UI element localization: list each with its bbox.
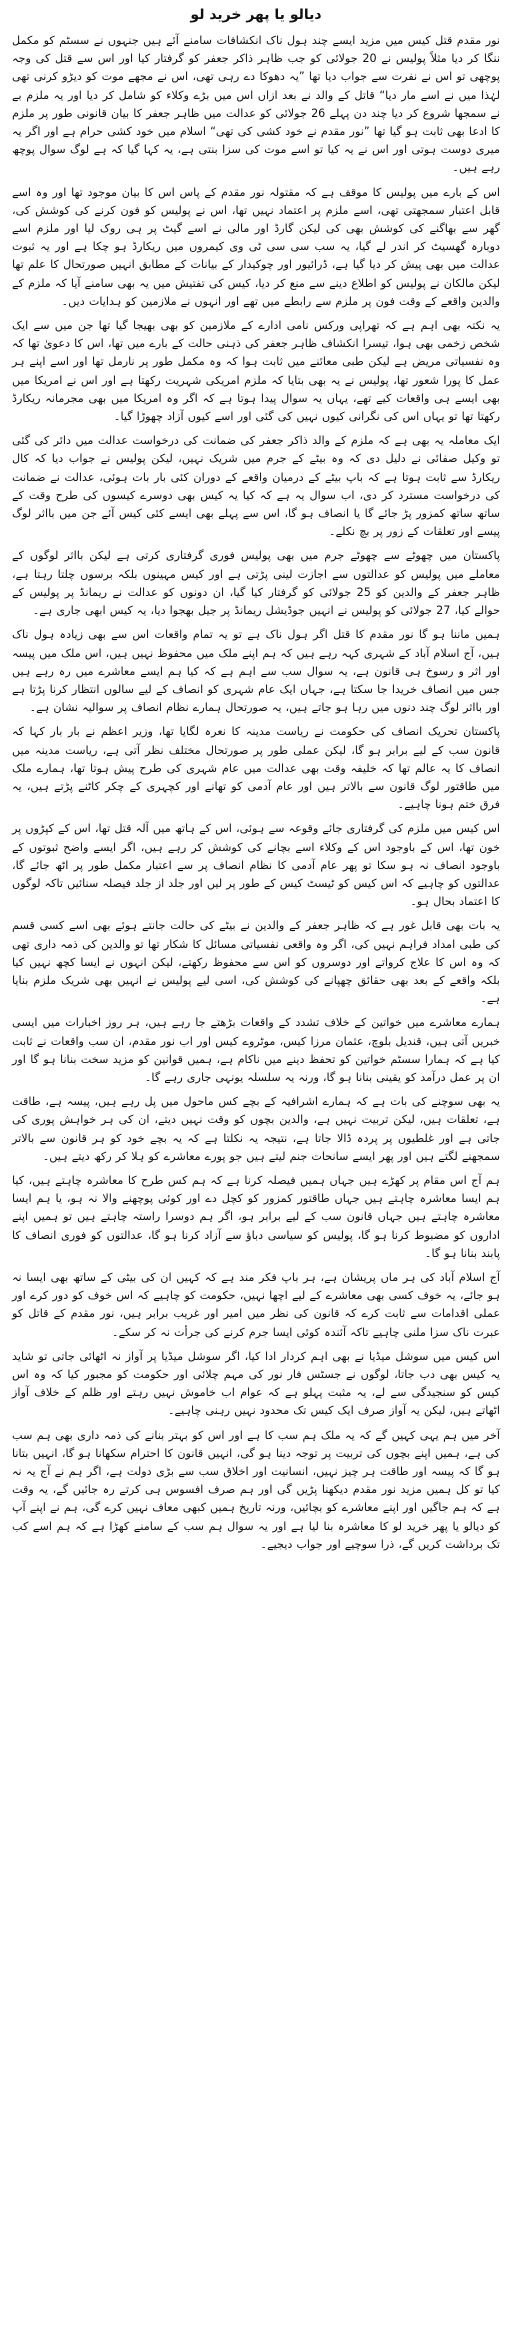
article-paragraph: پاکستان میں چھوٹے سے چھوٹے جرم میں بھی پولیس فوری گرفتاری کرتی ہے لیکن بااثر لوگوں کے معاملے میں پولیس کو عدالتوں سے اجازت لینی پڑتی ہے اور کیس مہینوں بلکہ برسوں چلتا رہتا ہے، ظاہر جعفر کے والدین کو 25 جولائی کو گرفتار کیا گیا، ان دونوں کو عدالت نے ریمانڈ پر پولیس کے حوالے کیا، 27 جولائی کو پولیس نے انہیں جوڈیشل ریمانڈ پر جیل بھجوا دیا، یہ کیس ابھی جاری ہے۔ — [12, 549, 500, 618]
article-body — [12, 32, 500, 1554]
article-paragraph: نور مقدم قتل کیس میں مزید ایسے چند ہول ناک انکشافات سامنے آئے ہیں جنہوں نے سسٹم کو مکمل ننگا کر دیا مثلاً پولیس نے 20 جولائی کو جب ظاہر ذاکر جعفر کو گرفتار کیا اور اس سے قتل کی وجہ پوچھی تو اس نے نفرت سے جواب دیا تھا ”یہ دھوکا دے رہی تھی، اس نے مجھے موت کو دیڑو کرنی تھی لہٰذا میں نے اسے مار دیا“ قاتل کے والد نے بعد ازاں اس میں بڑے وکلاء کو شامل کر دیا اور یہ ملزم بے نے سمجھا شروع کر دیا چند دن پہلے 26 جولائی کو عدالت میں ظاہر جعفر کا بیان قانونی طور پر ملزم کا ادعا بھی ثابت ہو گیا تھا ”نور مقدم نے خود کشی کی تھی“ اسلام میں خود کشی حرام ہے اور اگر یہ میری دوست ہوتی اور اس نے یہ کیا تو اسے موت کی سزا بنتی ہے، یہ کہا گیا کہ ہے لوگ سوال پوچھ رہے ہیں۔ — [12, 34, 500, 175]
article-paragraph: ہمارے معاشرے میں خواتین کے خلاف تشدد کے واقعات بڑھتے جا رہے ہیں، ہر روز اخبارات میں ایسی خبریں آتی ہیں، قندیل بلوچ، عثمان مرزا کیس، موٹروے کیس اور اب نور مقدم، ان سب واقعات نے ثابت کیا ہے کہ ہمارا سسٹم خواتین کو تحفظ دینے میں ناکام ہے، ہمیں قوانین کو مزید سخت بنانا ہو گا اور ان پر عمل درآمد کو یقینی بنانا ہو گا، ورنہ یہ سلسلہ یونہی جاری رہے گا۔ — [12, 1016, 500, 1084]
article-paragraph: یہ بات بھی قابل غور ہے کہ ظاہر جعفر کے والدین نے بیٹے کی حالت جانتے ہوئے بھی اسے کسی قسم کی طبی امداد فراہم نہیں کی، اگر وہ واقعی نفسیاتی مسائل کا شکار تھا تو والدین کی ذمہ داری تھی کہ وہ اس کا علاج کرواتے اور دوسروں کو اس سے محفوظ رکھتے، لیکن انہوں نے ایسا کچھ نہیں کیا بلکہ واقعے کے بعد بھی حقائق چھپانے کی کوشش کی، اسی لیے پولیس نے انہیں بھی شریک ملزم بنایا ہے۔ — [12, 919, 500, 1006]
article-paragraph: یہ نکتہ بھی اہم ہے کہ تھراپی ورکس نامی ادارے کے ملازمین کو بھی بھیجا گیا تھا جن میں سے ایک شخص زخمی بھی ہوا، تیسرا انکشاف ظاہر جعفر کی ذہنی حالت کے بارے میں تھا، اس کا دعویٰ تھا کہ وہ نفسیاتی مریض ہے لیکن طبی معائنے میں ثابت ہوا کہ وہ مکمل طور پر نارمل تھا اور اسے اپنے ہر عمل کا پورا شعور تھا، پولیس نے یہ بھی بتایا کہ ملزم امریکی شہریت رکھتا ہے اور اس نے امریکا میں بھی ایسے ہی واقعات کیے تھے، یہاں یہ سوال پیدا ہوتا ہے کہ اگر وہ امریکا میں بھی مجرمانہ ریکارڈ رکھتا تھا تو یہاں اس کی نگرانی کیوں نہیں کی گئی اور اسے کیوں آزاد چھوڑا گیا۔ — [12, 319, 500, 424]
article-paragraph: ہمیں ماننا ہو گا نور مقدم کا قتل اگر ہول ناک ہے تو یہ تمام واقعات اس سے بھی زیادہ ہول ناک ہیں، آج اسلام آباد کے شہری کہہ رہے ہیں کہ ہم اپنے ملک میں محفوظ نہیں ہیں، اس ملک میں پیسہ اور اثر و رسوخ ہی قانون ہے، یہ سوال سب سے اہم ہے کہ کیا ہم ایسے معاشرے میں رہ رہے ہیں جس میں انصاف خریدا جا سکتا ہے، جہاں ایک عام شہری کو انصاف کے لیے سالوں انتظار کرنا پڑتا ہے اور بااثر لوگ چند دنوں میں رہا ہو جاتے ہیں، یہ صورتحال ہمارے نظام انصاف پر سوالیہ نشان ہے۔ — [12, 628, 500, 715]
article-paragraph: آج اسلام آباد کی ہر ماں پریشان ہے، ہر باپ فکر مند ہے کہ کہیں ان کی بیٹی کے ساتھ بھی ایسا نہ ہو جائے، یہ خوف کسی بھی معاشرے کے لیے اچھا نہیں، حکومت کو چاہیے کہ اس خوف کو دور کرے اور عملی اقدامات سے ثابت کرے کہ قانون کی نظر میں امیر اور غریب برابر ہیں، نور مقدم کے قاتل کو عبرت ناک سزا ملنی چاہیے تاکہ آئندہ کوئی ایسا جرم کرنے کی جرأت نہ کر سکے۔ — [12, 1271, 500, 1339]
article-paragraph: آخر میں ہم یہی کہیں گے کہ یہ ملک ہم سب کا ہے اور اس کو بہتر بنانے کی ذمہ داری بھی ہم سب کی ہے، ہمیں اپنے بچوں کی تربیت پر توجہ دینا ہو گی، انہیں قانون کا احترام سکھانا ہو گا، انہیں بتانا ہو گا کہ پیسہ اور طاقت ہر چیز نہیں، انسانیت اور اخلاق سب سے بڑی دولت ہے، اگر ہم نے آج یہ نہ کیا تو کل ہمیں مزید نور مقدم دیکھنا پڑیں گی اور ہم صرف افسوس ہی کرتے رہ جائیں گے، یہ وقت ہے کہ ہم جاگیں اور اپنے معاشرے کو بچائیں، ورنہ تاریخ ہمیں کبھی معاف نہیں کرے گی، ہم نے اپنے آپ کو دیالو یا پھر خرید لو کا معاشرہ بنا لیا ہے اور یہ سوال ہم سب کے سامنے کھڑا ہے کہ ہم اسے کب تک برداشت کریں گے، ذرا سوچیے اور جواب دیجیے۔ — [12, 1428, 500, 1551]
article-paragraph: یہ بھی سوچنے کی بات ہے کہ ہمارے اشرافیہ کے بچے کس ماحول میں پل رہے ہیں، پیسہ ہے، طاقت ہے، تعلقات ہیں، لیکن تربیت نہیں ہے، والدین بچوں کو وقت نہیں دیتے، ان کی ہر خواہش پوری کی جاتی ہے اور غلطیوں پر پردہ ڈالا جاتا ہے، نتیجہ یہ نکلتا ہے کہ یہ بچے خود کو ہر قانون سے بالاتر سمجھنے لگتے ہیں اور پھر ایسے سانحات جنم لیتے ہیں جو پورے معاشرے کو ہلا کر رکھ دیتے ہیں۔ — [12, 1095, 500, 1163]
article-paragraph: اس کیس میں ملزم کی گرفتاری جائے وقوعہ سے ہوئی، اس کے ہاتھ میں آلہ قتل تھا، اس کے کپڑوں پر خون تھا، اس کے باوجود اس کے وکلاء اسے بچانے کی کوشش کر رہے ہیں، اگر ایسے واضح ثبوتوں کے باوجود انصاف نہ ہو سکا تو پھر عام آدمی کا نظام انصاف پر سے اعتبار مکمل طور پر اٹھ جائے گا، عدالتوں کو چاہیے کہ اس کیس کو ٹیسٹ کیس کے طور پر لیں اور جلد از جلد فیصلہ سنائیں تاکہ لوگوں کا اعتماد بحال ہو۔ — [12, 822, 500, 909]
article-paragraph: ایک معاملہ یہ بھی ہے کہ ملزم کے والد ذاکر جعفر کی ضمانت کی درخواست عدالت میں دائر کی گئی تو وکیل صفائی نے دلیل دی کہ وہ بیٹے کے جرم میں شریک نہیں، لیکن پولیس نے جواب دیا کہ کال ریکارڈ سے ثابت ہوتا ہے کہ باپ بیٹے کے درمیان واقعے کے دوران کئی بار بات ہوئی، عدالت نے ضمانت کی درخواست مسترد کر دی، اب سوال یہ ہے کہ کیا یہ کیس بھی دوسرے کیسوں کی طرح وقت کے ساتھ ساتھ کمزور پڑ جائے گا یا انصاف ہو گا، اس سے پہلے بھی ایسے کئی کیس آئے جن میں بااثر لوگ پیسے اور تعلقات کے زور پر بچ نکلے۔ — [12, 434, 500, 539]
article-paragraph: ہم آج اس مقام پر کھڑے ہیں جہاں ہمیں فیصلہ کرنا ہے کہ ہم کس طرح کا معاشرہ چاہتے ہیں، کیا ہم ایسا معاشرہ چاہتے ہیں جہاں طاقتور کمزور کو کچل دے اور کوئی پوچھنے والا نہ ہو، یا ہم ایسا معاشرہ چاہتے ہیں جہاں قانون سب کے لیے برابر ہو، اگر ہم دوسرا راستہ چاہتے ہیں تو ہمیں اپنے اداروں کو مضبوط کرنا ہو گا، پولیس کو سیاسی دباؤ سے آزاد کرنا ہو گا، عدالتوں کو فوری انصاف کا پابند بنانا ہو گا۔ — [12, 1173, 500, 1260]
article-paragraph: پاکستان تحریک انصاف کی حکومت نے ریاست مدینہ کا نعرہ لگایا تھا، وزیر اعظم نے بار بار کہا کہ قانون سب کے لیے برابر ہو گا، لیکن عملی طور پر صورتحال مختلف نظر آتی ہے، ریاست مدینہ میں انصاف کا یہ عالم تھا کہ خلیفہ وقت بھی عدالت میں عام شہری کی طرح پیش ہوتا تھا، ہمارے ملک میں طاقتور لوگ قانون سے بالاتر ہیں اور عام آدمی کو تھانے اور کچہری کے چکر کاٹنے پڑتے ہیں، یہ فرق ختم ہونا چاہیے۔ — [12, 725, 500, 812]
article-headline: دیالو یا پھر خرید لو — [190, 7, 322, 23]
article-paragraph: اس کے بارے میں پولیس کا موقف ہے کہ مقتولہ نور مقدم کے پاس اس کا بیان موجود تھا اور وہ اسے قابل اعتبار سمجھتی تھی، اسے ملزم پر اعتماد نہیں تھا، اس نے پولیس کو فون کرنے کی کوشش کی، گھر سے بھاگنے کی کوشش بھی کی لیکن گارڈ اور مالی نے اسے گیٹ پر ہی روک لیا اور ملزم اسے دوبارہ گھسیٹ کر اندر لے گیا، یہ سب سی سی ٹی وی کیمروں میں ریکارڈ ہو چکا ہے اور یہ ثبوت عدالت میں بھی پیش کر دیا گیا ہے، ڈرائیور اور چوکیدار کے بیانات کے مطابق انہیں صورتحال کا علم تھا لیکن مالکان نے پولیس کو اطلاع دینے سے منع کر دیا، کیس کی تفتیش میں یہ بھی سامنے آیا کہ ملزم کے والدین واقعے کے وقت فون پر ملزم سے رابطے میں تھے اور انہوں نے ملازمین کو ہدایات دیں۔ — [12, 185, 500, 308]
article-paragraph: اس کیس میں سوشل میڈیا نے بھی اہم کردار ادا کیا، اگر سوشل میڈیا پر آواز نہ اٹھائی جاتی تو شاید یہ کیس بھی دب جاتا، لوگوں نے جسٹس فار نور کی مہم چلائی اور حکومت کو مجبور کیا کہ وہ اس کیس کو سنجیدگی سے لے، یہ مثبت پہلو ہے کہ عوام اب خاموش نہیں رہتے اور ظلم کے خلاف آواز اٹھاتے ہیں، لیکن یہ آواز صرف ایک کیس تک محدود نہیں رہنی چاہیے۔ — [12, 1349, 500, 1418]
